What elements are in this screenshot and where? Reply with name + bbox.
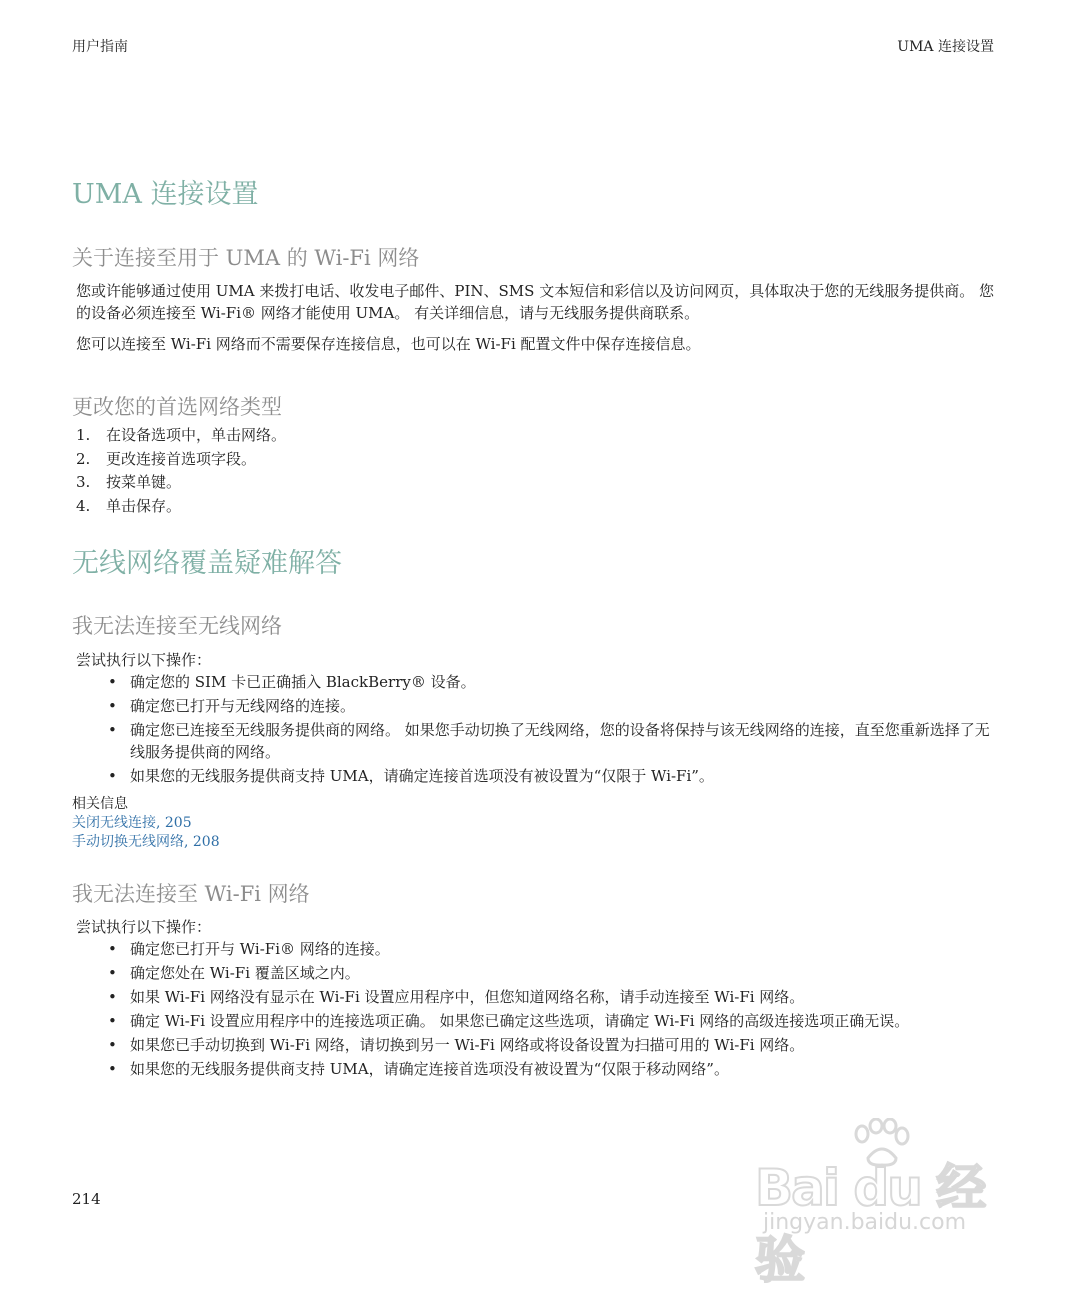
subsection-title-preferred-network: 更改您的首选网络类型 [72, 395, 282, 419]
list-item [108, 671, 998, 693]
section-title-uma: UMA 连接设置 [72, 179, 259, 210]
bullet-text: 确定您的 SIM 卡已正确插入 BlackBerry® 设备。 [130, 673, 476, 691]
list-item [108, 1010, 998, 1032]
bullet-icon: • [108, 1012, 117, 1030]
bullet-icon: • [108, 721, 117, 739]
bullet-text: 确定 Wi-Fi 设置应用程序中的连接选项正确。 如果您已确定这些选项，请确定 Wi-Fi 网络的高级连接选项正确无误。 [130, 1012, 910, 1030]
subsection-title-wifi-uma: 关于连接至用于 UMA 的 Wi-Fi 网络 [72, 246, 420, 270]
bullet-icon: • [108, 1036, 117, 1054]
paragraph-uma-intro: 您或许能够通过使用 UMA 来拨打电话、收发电子邮件、PIN、SMS 文本短信和彩信以及访问网页，具体取决于您的无线服务提供商。 您的设备必须连接至 Wi-Fi® 网络才能使用 UMA。 有关详细信息，请与无线服务提供商联系。 [76, 282, 994, 322]
list-item [108, 695, 998, 717]
step-text: 按菜单键。 [106, 473, 182, 491]
watermark-url: jingyan.baidu.com [763, 1210, 967, 1235]
list-item [108, 938, 998, 960]
list-item [76, 448, 286, 472]
related-info [72, 795, 220, 852]
bullet-icon: • [108, 697, 117, 715]
related-link-disable-wireless[interactable]: 关闭无线连接, 205 [72, 815, 192, 831]
section-title-troubleshooting: 无线网络覆盖疑难解答 [72, 548, 342, 579]
bullet-text: 确定您已打开与 Wi-Fi® 网络的连接。 [130, 940, 390, 958]
list-item [108, 719, 998, 763]
subsection-title-cannot-connect-wireless: 我无法连接至无线网络 [72, 614, 282, 638]
step-text: 更改连接首选项字段。 [106, 449, 257, 468]
step-text: 在设备选项中，单击网络。 [106, 426, 287, 444]
bullet-text: 如果您的无线服务提供商支持 UMA，请确定连接首选项没有被设置为“仅限于移动网络”。 [130, 1060, 729, 1078]
header-chapter-title: UMA 连接设置 [897, 39, 994, 55]
related-info-title: 相关信息 [72, 796, 128, 812]
steps-list [76, 424, 286, 518]
step-number: 3. [76, 473, 91, 491]
bullet-text: 确定您已连接至无线服务提供商的网络。 如果您手动切换了无线网络，您的设备将保持与该无线网络的连接，直至您重新选择了无线服务提供商的网络。 [130, 721, 990, 761]
bullet-list-wifi [108, 938, 998, 1082]
list-item [108, 986, 998, 1008]
bullet-icon: • [108, 767, 117, 785]
bullet-list-wireless [108, 671, 998, 789]
watermark-logo: Bai du 经验 [755, 1159, 985, 1289]
paragraph-wifi-profile: 您可以连接至 Wi-Fi 网络而不需要保存连接信息，也可以在 Wi-Fi 配置文件中保存连接信息。 [76, 335, 701, 353]
list-item [76, 471, 286, 495]
list-item [108, 765, 998, 787]
baidu-watermark [755, 1118, 1015, 1289]
bullet-text: 确定您已打开与无线网络的连接。 [130, 697, 356, 715]
paragraph-try-following-wifi: 尝试执行以下操作： [76, 918, 212, 936]
subsection-title-cannot-connect-wifi: 我无法连接至 Wi-Fi 网络 [72, 882, 310, 906]
bullet-icon: • [108, 673, 117, 691]
list-item [76, 424, 286, 448]
list-item [108, 1058, 998, 1080]
bullet-icon: • [108, 988, 117, 1006]
page-number: 214 [72, 1190, 101, 1208]
step-number: 4. [76, 496, 91, 515]
step-number: 2. [76, 449, 91, 468]
list-item [108, 1034, 998, 1056]
related-link-switch-network[interactable]: 手动切换无线网络, 208 [72, 834, 220, 850]
list-item [108, 962, 998, 984]
bullet-text: 如果您的无线服务提供商支持 UMA，请确定连接首选项没有被设置为“仅限于 Wi-Fi”。 [130, 767, 714, 785]
paragraph-try-following: 尝试执行以下操作： [76, 651, 212, 669]
bullet-icon: • [108, 964, 117, 982]
step-number: 1. [76, 426, 91, 444]
list-item [76, 495, 286, 519]
bullet-text: 如果 Wi-Fi 网络没有显示在 Wi-Fi 设置应用程序中，但您知道网络名称，请手动连接至 Wi-Fi 网络。 [130, 988, 805, 1006]
bullet-icon: • [108, 1060, 117, 1078]
step-text: 单击保存。 [106, 496, 182, 515]
bullet-text: 如果您已手动切换到 Wi-Fi 网络，请切换到另一 Wi-Fi 网络或将设备设置为扫描可用的 Wi-Fi 网络。 [130, 1036, 805, 1054]
header-guide-title: 用户指南 [72, 39, 128, 55]
bullet-text: 确定您处在 Wi-Fi 覆盖区域之内。 [130, 964, 360, 982]
bullet-icon: • [108, 940, 117, 958]
